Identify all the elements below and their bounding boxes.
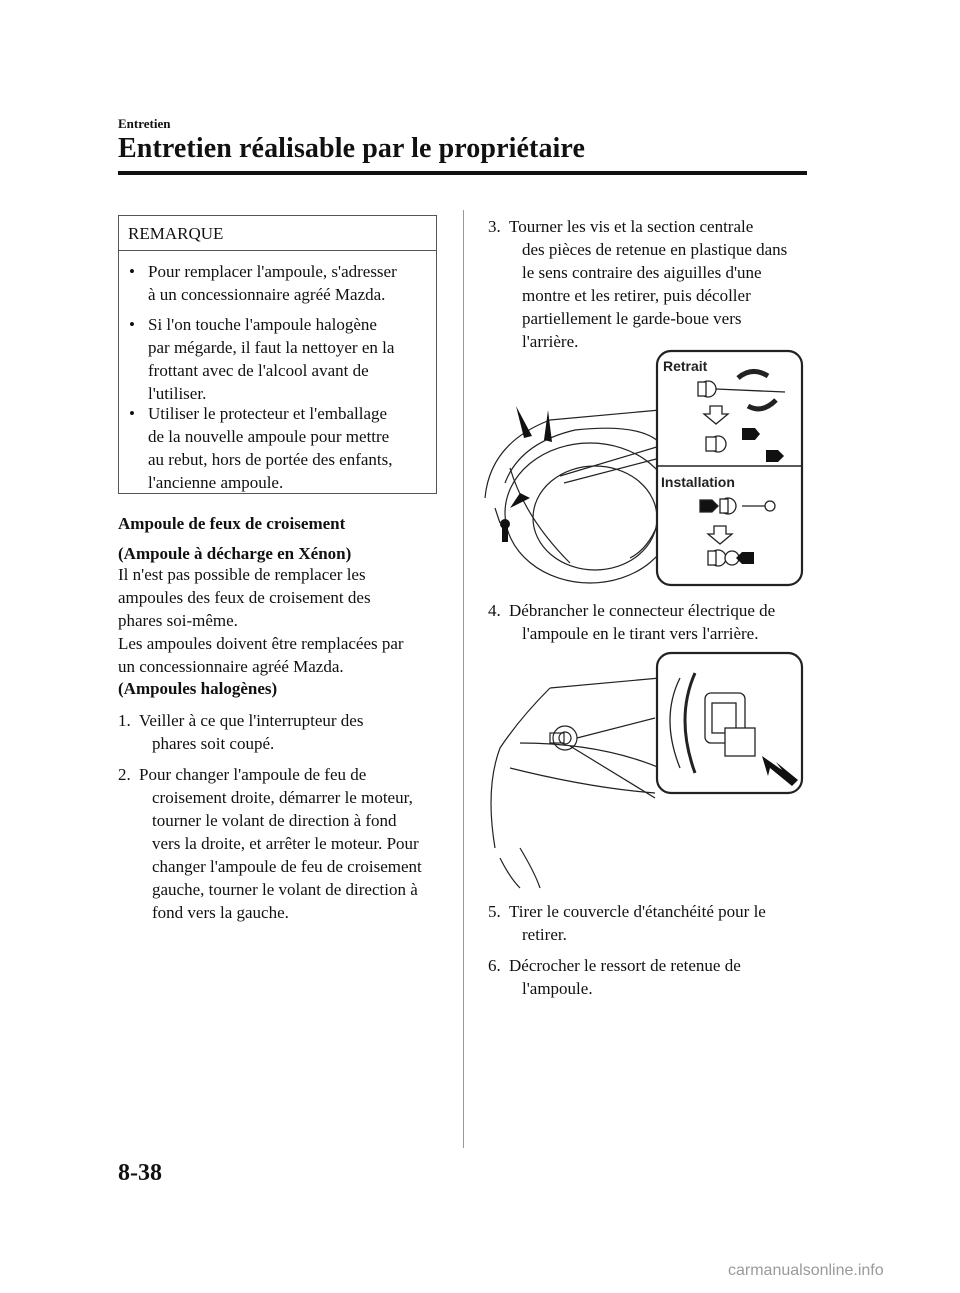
step-number: 3. [488, 217, 501, 236]
step-4-text: Débrancher le connecteur électrique de l'ampoule en le tirant vers l'arrière. [509, 601, 776, 643]
step-number: 4. [488, 601, 501, 620]
page-number: 8-38 [118, 1160, 162, 1186]
connector-illustration [480, 648, 805, 893]
halogen-heading: (Ampoules halogènes) [118, 679, 278, 698]
step-number: 6. [488, 956, 501, 975]
note-bullet-1: Pour remplacer l'ampoule, s'adresser à un concessionnaire agréé Mazda. [148, 262, 397, 304]
note-bullet-3: Utiliser le protecteur et l'emballage de la nouvelle ampoule pour mettre au rebut, hors de portée des enfants, l'ancienne ampoule. [148, 404, 393, 492]
step-5-text: Tirer le couvercle d'étanchéité pour le retirer. [509, 902, 766, 944]
label-remove: Retrait [663, 358, 708, 374]
xenon-paragraph: Il n'est pas possible de remplacer les ampoules des feux de croisement des phares soi-même. Les ampoules doivent être remplacées par un concessionnaire agréé Mazda. [118, 565, 404, 676]
section-label: Entretien [118, 116, 171, 131]
step-1-text: Veiller à ce que l'interrupteur des phares soit coupé. [139, 711, 364, 753]
step-number: 1. [118, 711, 131, 730]
step-number: 5. [488, 902, 501, 921]
note-header [119, 216, 436, 251]
xenon-heading: (Ampoule à décharge en Xénon) [118, 544, 352, 563]
bullet-dot: • [129, 262, 135, 281]
note-title: REMARQUE [128, 224, 224, 243]
column-divider [463, 210, 464, 1148]
step-3-text: Tourner les vis et la section centrale des pièces de retenue en plastique dans le sens contraire des aiguilles d'une montre et les retirer, puis décoller partiellement le garde-boue vers l'arrière. [509, 217, 788, 351]
label-install: Installation [661, 474, 735, 490]
title-rule [118, 171, 807, 175]
step-6-text: Décrocher le ressort de retenue de l'ampoule. [509, 956, 741, 998]
low-beam-heading: Ampoule de feux de croisement [118, 514, 346, 533]
bullet-dot: • [129, 404, 135, 423]
step-number: 2. [118, 765, 131, 784]
bullet-dot: • [129, 315, 135, 334]
step-2-text: Pour changer l'ampoule de feu de croisement droite, démarrer le moteur, tourner le volant de direction à fond vers la droite, et arrêter le moteur. Pour changer l'ampoule de feu de croisement gauche, tourner le volant de direction à fond vers la gauche. [139, 765, 422, 922]
fender-clip-illustration [480, 348, 805, 588]
note-box [118, 215, 437, 494]
watermark: carmanualsonline.info [728, 1262, 884, 1279]
note-bullet-2: Si l'on touche l'ampoule halogène par mégarde, il faut la nettoyer en la frottant avec de l'alcool avant de l'utiliser. [148, 315, 395, 403]
page-title: Entretien réalisable par le propriétaire [118, 133, 585, 164]
